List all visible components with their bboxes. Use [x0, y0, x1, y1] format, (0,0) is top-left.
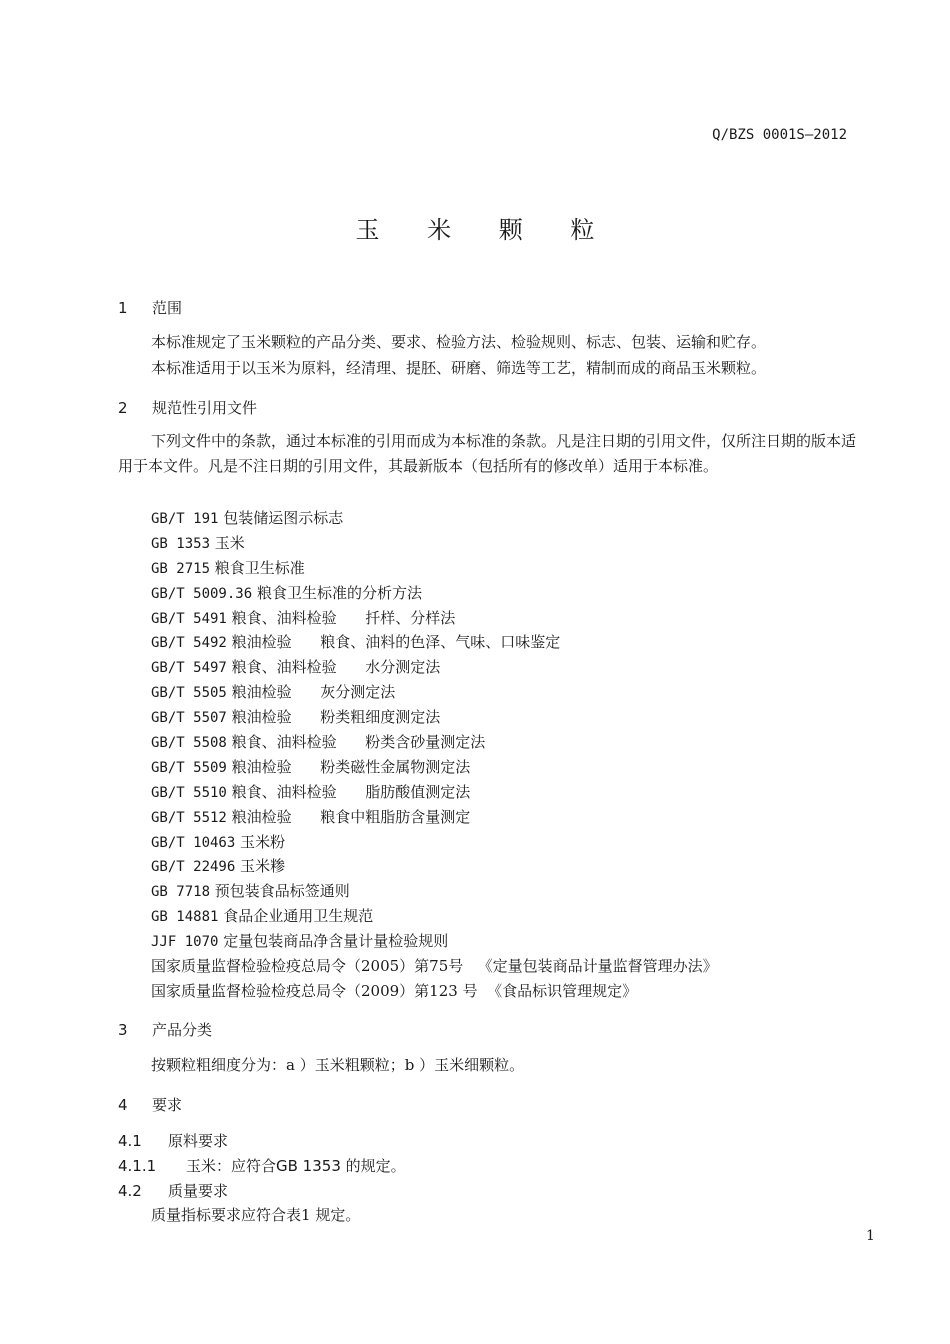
standard-code: Q/BZS 0001S—2012: [712, 127, 847, 143]
reference-item: [151, 929, 718, 954]
reference-item: [151, 854, 718, 879]
reference-code: GB 14881: [151, 909, 219, 926]
reference-item: [151, 755, 718, 780]
reference-title: 粮食、油料检验 水分测定法: [231, 658, 441, 677]
reference-title: 《定量包装商品计量监督管理办法》: [463, 957, 718, 976]
references-intro: 下列文件中的条款，通过本标准的引用而成为本标准的条款。凡是注日期的引用文件，仅所注日期的版本适用于本文件。凡是不注日期的引用文件，其最新版本（包括所有的修改单）适用于本标准。: [118, 432, 857, 475]
reference-title: 粮食、油料检验 粉类含砂量测定法: [231, 733, 486, 752]
reference-code: GB/T 5508: [151, 735, 227, 752]
reference-title: 粮食、油料检验 扦样、分样法: [231, 608, 456, 627]
scope-paragraph-1: 本标准规定了玉米颗粒的产品分类、要求、检验方法、检验规则、标志、包装、运输和贮存。: [151, 333, 767, 351]
reference-item: [151, 979, 718, 1004]
section-1-heading: [118, 297, 182, 318]
reference-title: 粮油检验 粮食中粗脂肪含量测定: [231, 807, 471, 826]
reference-item: [151, 680, 718, 705]
reference-title: 粮食卫生标准的分析方法: [256, 583, 422, 602]
reference-title: 粮食、油料检验 脂肪酸值测定法: [231, 782, 471, 801]
reference-item: [151, 655, 718, 680]
section-title: 范围: [152, 299, 183, 317]
classification-text: 按颗粒粗细度分为：a ）玉米粗颗粒；b ）玉米细颗粒。: [151, 1056, 525, 1074]
reference-code: GB/T 5512: [151, 809, 227, 826]
reference-code: GB/T 5507: [151, 710, 227, 727]
section-text: 玉米：应符合GB 1353 的规定。: [186, 1157, 406, 1175]
reference-title: 定量包装商品净含量计量检验规则: [223, 932, 449, 951]
reference-item: [151, 630, 718, 655]
reference-title: 粮油检验 灰分测定法: [231, 683, 396, 702]
reference-code: GB/T 5491: [151, 610, 227, 627]
reference-title: 粮油检验 粮食、油料的色泽、气味、口味鉴定: [231, 633, 561, 652]
scope-paragraph-2: 本标准适用于以玉米为原料，经清理、提胚、研磨、筛选等工艺，精制而成的商品玉米颗粒。: [151, 359, 767, 377]
reference-code: GB/T 5509: [151, 759, 227, 776]
section-title: 质量要求: [168, 1182, 229, 1200]
section-number: 4.1: [118, 1132, 142, 1150]
quality-requirement-text: 质量指标要求应符合表1 规定。: [151, 1206, 361, 1224]
reference-title: 玉米: [214, 533, 245, 552]
reference-code: GB 2715: [151, 560, 211, 577]
section-2-heading: [118, 397, 257, 418]
page-number: 1: [866, 1228, 875, 1244]
reference-code: GB/T 5492: [151, 635, 227, 652]
section-number: 2: [118, 399, 128, 417]
reference-title: 玉米粉: [240, 832, 286, 851]
reference-item: [151, 830, 718, 855]
subsection-4-1-1: [118, 1155, 406, 1176]
section-3-heading: [118, 1019, 212, 1040]
reference-item: [151, 805, 718, 830]
section-number: 1: [118, 299, 128, 317]
section-number: 4: [118, 1096, 128, 1114]
reference-code: GB/T 5009.36: [151, 585, 253, 602]
reference-code: GB/T 5505: [151, 685, 227, 702]
reference-code: 国家质量监督检验检疫总局令（2005）第75号: [151, 957, 464, 976]
reference-item: [151, 705, 718, 730]
reference-title: 食品企业通用卫生规范: [223, 907, 374, 926]
reference-code: GB/T 5510: [151, 784, 227, 801]
reference-code: GB/T 22496: [151, 859, 236, 876]
reference-title: 预包装食品标签通则: [214, 882, 350, 901]
section-title: 原料要求: [168, 1132, 229, 1150]
section-number: 3: [118, 1021, 128, 1039]
reference-item: [151, 879, 718, 904]
reference-item: [151, 904, 718, 929]
section-title: 要求: [152, 1096, 183, 1114]
reference-item: [151, 581, 718, 606]
reference-code: GB 1353: [151, 535, 211, 552]
reference-title: 包装储运图示标志: [223, 509, 344, 527]
reference-item: [151, 531, 718, 556]
section-number: 4.2: [118, 1182, 142, 1200]
reference-code: 国家质量监督检验检疫总局令（2009）第123 号: [151, 981, 478, 1000]
reference-item: [151, 954, 718, 979]
reference-item: [151, 506, 718, 531]
reference-item: [151, 556, 718, 581]
reference-code: GB/T 5497: [151, 660, 227, 677]
reference-title: 《食品标识管理规定》: [477, 981, 638, 1000]
reference-item: [151, 730, 718, 755]
reference-title: 粮油检验 粉类磁性金属物测定法: [231, 757, 471, 776]
reference-title: 粮食卫生标准: [214, 558, 305, 577]
reference-code: GB/T 10463: [151, 834, 236, 851]
subsection-4-1-heading: [118, 1130, 228, 1151]
reference-code: GB 7718: [151, 884, 211, 901]
reference-list: [151, 506, 718, 1004]
section-4-heading: [118, 1094, 182, 1115]
section-title: 产品分类: [152, 1021, 213, 1039]
section-number: 4.1.1: [118, 1157, 157, 1175]
reference-code: GB/T 191: [151, 511, 219, 527]
reference-item: [151, 606, 718, 631]
reference-item: [151, 780, 718, 805]
reference-title: 粮油检验 粉类粗细度测定法: [231, 708, 441, 727]
reference-code: JJF 1070: [151, 934, 219, 951]
document-title: 玉 米 颗 粒: [355, 216, 615, 244]
subsection-4-2-heading: [118, 1180, 228, 1201]
reference-title: 玉米糁: [240, 857, 286, 876]
section-title: 规范性引用文件: [152, 399, 258, 417]
